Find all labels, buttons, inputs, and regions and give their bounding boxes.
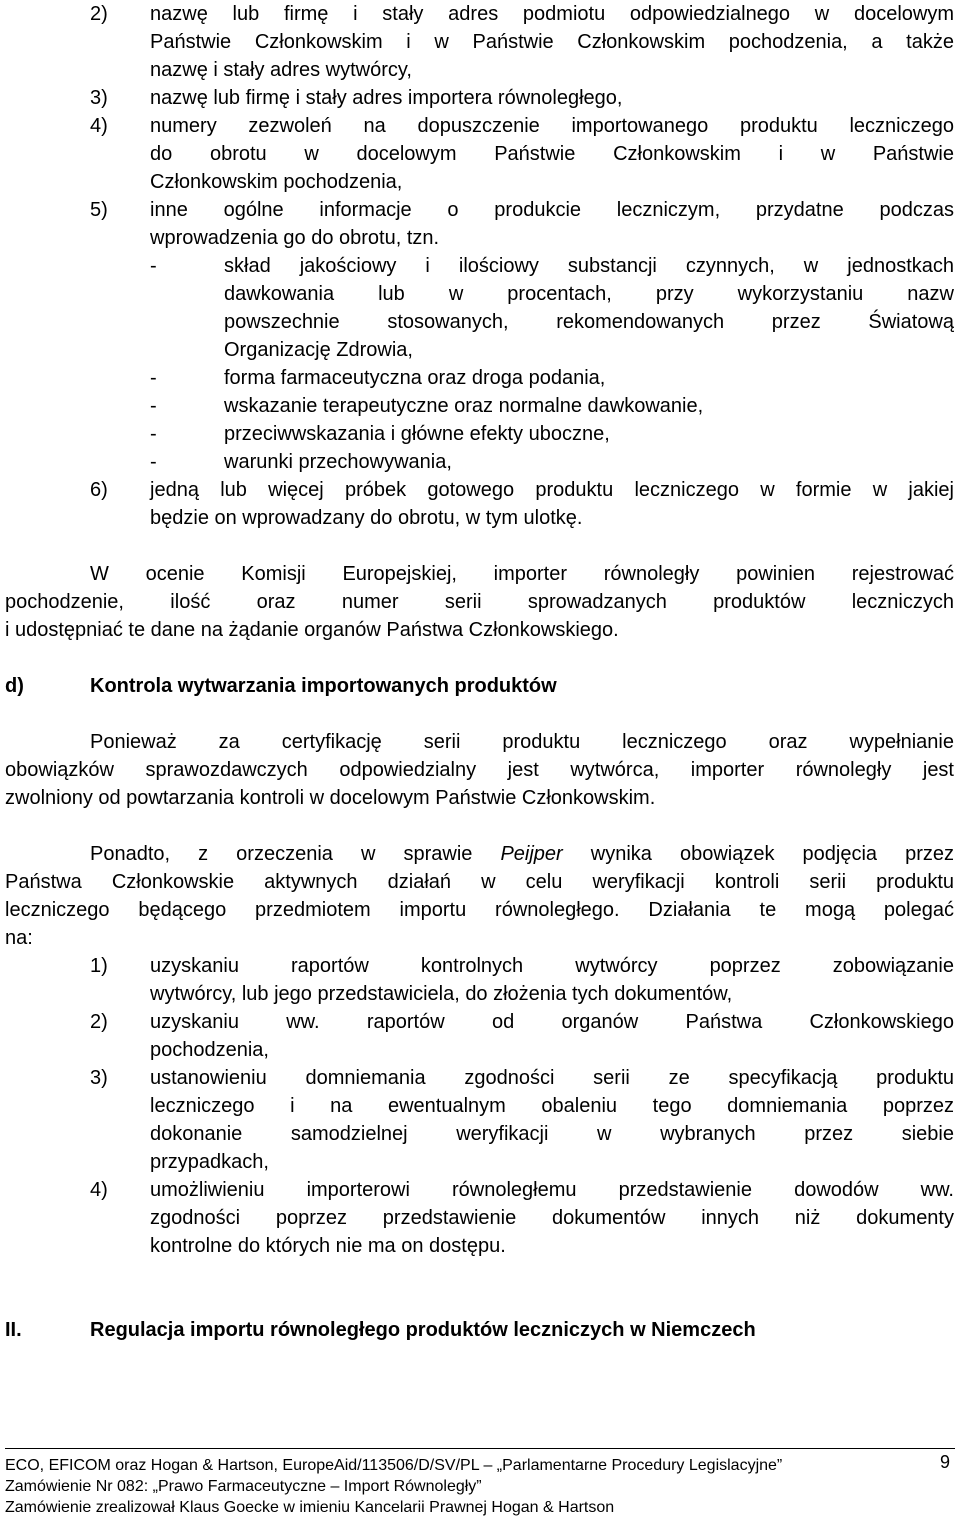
sublist-dash: - (150, 423, 157, 445)
list-item-text: przypadkach, (150, 1151, 269, 1173)
sublist-item-text: powszechnie stosowanych, rekomendowanych przez Światową (224, 311, 954, 333)
paragraph-text-part: Ponadto, z orzeczenia w sprawie (90, 843, 501, 865)
footer-order-line: Zamówienie Nr 082: „Prawo Farmaceutyczne – Import Równoległy” (5, 1478, 482, 1495)
list-item-text: ustanowieniu domniemania zgodności serii ze specyfikacją produktu (150, 1067, 954, 1089)
section-heading: Regulacja importu równoległego produktów leczniczych w Niemczech (90, 1319, 756, 1341)
sublist-item-text: dawkowania lub w procentach, przy wykorzystaniu nazw (224, 283, 954, 305)
paragraph-text: W ocenie Komisji Europejskiej, importer równoległy powinien rejestrować (90, 563, 954, 585)
list-item-text: numery zezwoleń na dopuszczenie importowanego produktu leczniczego (150, 115, 954, 137)
footer-author-line: Zamówienie zrealizował Klaus Goecke w imieniu Kancelarii Prawnej Hogan & Hartson (5, 1499, 615, 1516)
footer-divider (5, 1448, 955, 1449)
list-item-text: nazwę lub firmę i stały adres podmiotu odpowiedzialnego w docelowym (150, 3, 954, 25)
case-name: Peijper (500, 843, 563, 865)
list-item-text: pochodzenia, (150, 1039, 269, 1061)
list-item-number: 2) (90, 1011, 108, 1033)
list-item-text: do obrotu w docelowym Państwie Członkowskim i w Państwie (150, 143, 954, 165)
list-item-number: 4) (90, 1179, 108, 1201)
list-item-number: 6) (90, 479, 108, 501)
paragraph-text-part: wynika obowiązek podjęcia przez (562, 843, 954, 865)
list-item-text: uzyskaniu raportów kontrolnych wytwórcy poprzez zobowiązanie (150, 955, 954, 977)
footer-project-line: ECO, EFICOM oraz Hogan & Hartson, EuropeAid/113506/D/SV/PL – „Parlamentarne Procedury Legislacyjne” (5, 1457, 783, 1474)
section-label: d) (5, 675, 24, 697)
paragraph-text: leczniczego będącego przedmiotem importu równoległego. Działania te mogą polegać (5, 899, 954, 921)
sublist-item-text: forma farmaceutyczna oraz droga podania, (224, 367, 606, 389)
list-item-text: wytwórcy, lub jego przedstawiciela, do złożenia tych dokumentów, (150, 983, 733, 1005)
paragraph-text: na: (5, 927, 33, 949)
list-item-number: 3) (90, 1067, 108, 1089)
list-item-text: jedną lub więcej próbek gotowego produktu leczniczego w formie w jakiej (150, 479, 954, 501)
sublist-dash: - (150, 255, 157, 277)
list-item-number: 3) (90, 87, 108, 109)
sublist-item-text: wskazanie terapeutyczne oraz normalne dawkowanie, (224, 395, 704, 417)
list-item-text: uzyskaniu ww. raportów od organów Państwa Członkowskiego (150, 1011, 954, 1033)
list-item-number: 2) (90, 3, 108, 25)
section-label: II. (5, 1319, 22, 1341)
paragraph-text: Państwa Członkowskie aktywnych działań w celu weryfikacji kontroli serii produktu (5, 871, 954, 893)
list-item-text: wprowadzenia go do obrotu, tzn. (150, 227, 440, 249)
list-item-text: Członkowskim pochodzenia, (150, 171, 403, 193)
list-item-text: inne ogólne informacje o produkcie leczniczym, przydatne podczas (150, 199, 954, 221)
list-item-text: Państwie Członkowskim i w Państwie Członkowskim pochodzenia, a także (150, 31, 954, 53)
list-item-text: leczniczego i na ewentualnym obaleniu tego domniemania poprzez (150, 1095, 954, 1117)
page-number: 9 (940, 1452, 951, 1472)
sublist-item-text: warunki przechowywania, (224, 451, 452, 473)
sublist-item-text: przeciwwskazania i główne efekty uboczne, (224, 423, 610, 445)
list-item-number: 5) (90, 199, 108, 221)
paragraph-text: Ponieważ za certyfikację serii produktu leczniczego oraz wypełnianie (90, 731, 954, 753)
list-item-text: umożliwieniu importerowi równoległemu przedstawienie dowodów ww. (150, 1179, 954, 1201)
list-item-text: będzie on wprowadzany do obrotu, w tym ulotkę. (150, 507, 583, 529)
sublist-dash: - (150, 367, 157, 389)
list-item-number: 4) (90, 115, 108, 137)
section-heading: Kontrola wytwarzania importowanych produktów (90, 675, 557, 697)
sublist-dash: - (150, 395, 157, 417)
paragraph-text: i udostępniać te dane na żądanie organów Państwa Członkowskiego. (5, 619, 619, 641)
paragraph-text: zwolniony od powtarzania kontroli w docelowym Państwie Członkowskim. (5, 787, 656, 809)
sublist-item-text: skład jakościowy i ilościowy substancji czynnych, w jednostkach (224, 255, 954, 277)
paragraph-text (90, 840, 954, 868)
list-item-text: kontrolne do których nie ma on dostępu. (150, 1235, 506, 1257)
list-item-text: zgodności poprzez przedstawienie dokumentów innych niż dokumenty (150, 1207, 954, 1229)
list-item-number: 1) (90, 955, 108, 977)
list-item-text: nazwę i stały adres wytwórcy, (150, 59, 412, 81)
list-item-text: nazwę lub firmę i stały adres importera równoległego, (150, 87, 623, 109)
sublist-dash: - (150, 451, 157, 473)
sublist-item-text: Organizację Zdrowia, (224, 339, 413, 361)
paragraph-text: obowiązków sprawozdawczych odpowiedzialny jest wytwórca, importer równoległy jest (5, 759, 954, 781)
list-item-text: dokonanie samodzielnej weryfikacji w wybranych przez siebie (150, 1123, 954, 1145)
paragraph-text: pochodzenie, ilość oraz numer serii sprowadzanych produktów leczniczych (5, 591, 954, 613)
